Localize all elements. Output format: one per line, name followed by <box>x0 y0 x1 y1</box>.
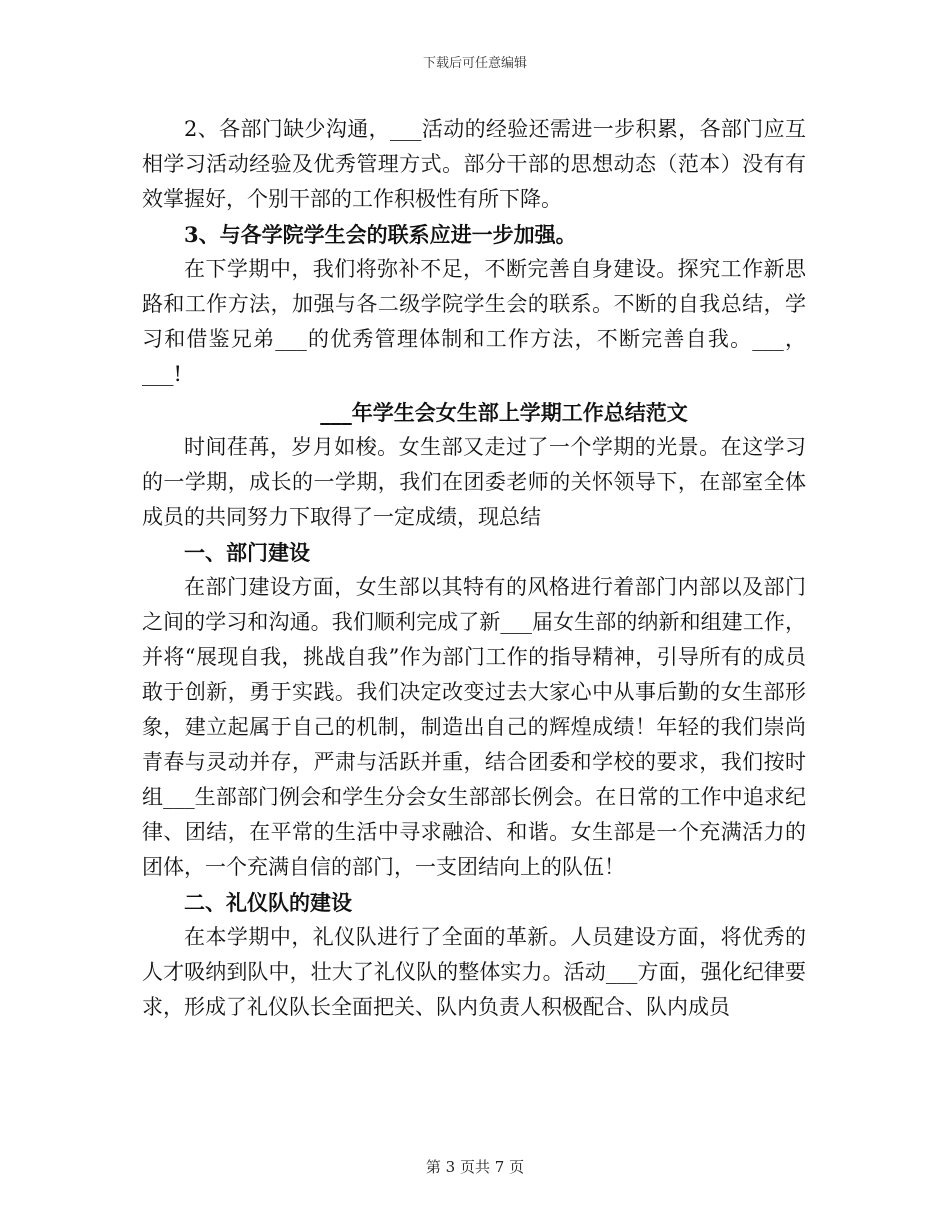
section-heading: 一、部门建设 <box>184 540 310 565</box>
section-heading: 二、礼仪队的建设 <box>184 890 352 915</box>
page-header: 下载后可任意编辑 <box>422 56 527 71</box>
document-body <box>142 112 806 1025</box>
paragraph: 时间荏苒，岁月如梭。女生部又走过了一个学期的光景。在这学习的一学期，成长的一学期，我们在团委老师的关怀领导下，在部室全体成员的共同努力下取得了一定成绩，现总结 <box>142 435 806 529</box>
paragraph: 在本学期中，礼仪队进行了全面的革新。人员建设方面，将优秀的人才吸纳到队中，壮大了礼仪队的整体实力。活动___方面，强化纪律要求，形成了礼仪队长全面把关、队内负责人积极配合、队内成员 <box>142 925 806 1019</box>
page-footer: 第 3 页共 7 页 <box>425 1158 525 1176</box>
paragraph: 在部门建设方面，女生部以其特有的风格进行着部门内部以及部门之间的学习和沟通。我们顺利完成了新___届女生部的纳新和组建工作，并将“展现自我，挑战自我”作为部门工作的指导精神，引导所有的成员敢于创新，勇于实践。我们决定改变过去大家心中从事后勤的女生部形象，建立起属于自己的机制，制造出自己的辉煌成绩！年轻的我们崇尚青春与灵动并存，严肃与活跃并重，结合团委和学校的要求，我们按时组___生部部门例会和学生分会女生部部长例会。在日常的工作中追求纪律、团结，在平常的生活中寻求融洽、和谐。女生部是一个充满活力的团体，一个充满自信的部门，一支团结向上的队伍！ <box>142 575 806 879</box>
document-title: ___年学生会女生部上学期工作总结范文 <box>320 400 688 425</box>
paragraph: 2、各部门缺少沟通，___活动的经验还需进一步积累，各部门应互相学习活动经验及优秀管理方式。部分干部的思想动态（范本）没有有效掌握好，个别干部的工作积极性有所下降。 <box>142 117 806 211</box>
subheading: 3、与各学院学生会的联系应进一步加强。 <box>184 222 577 247</box>
paragraph: 在下学期中，我们将弥补不足，不断完善自身建设。探究工作新思路和工作方法，加强与各二级学院学生会的联系。不断的自我总结，学习和借鉴兄弟___的优秀管理体制和工作方法，不断完善自我。___，___! <box>142 257 806 386</box>
